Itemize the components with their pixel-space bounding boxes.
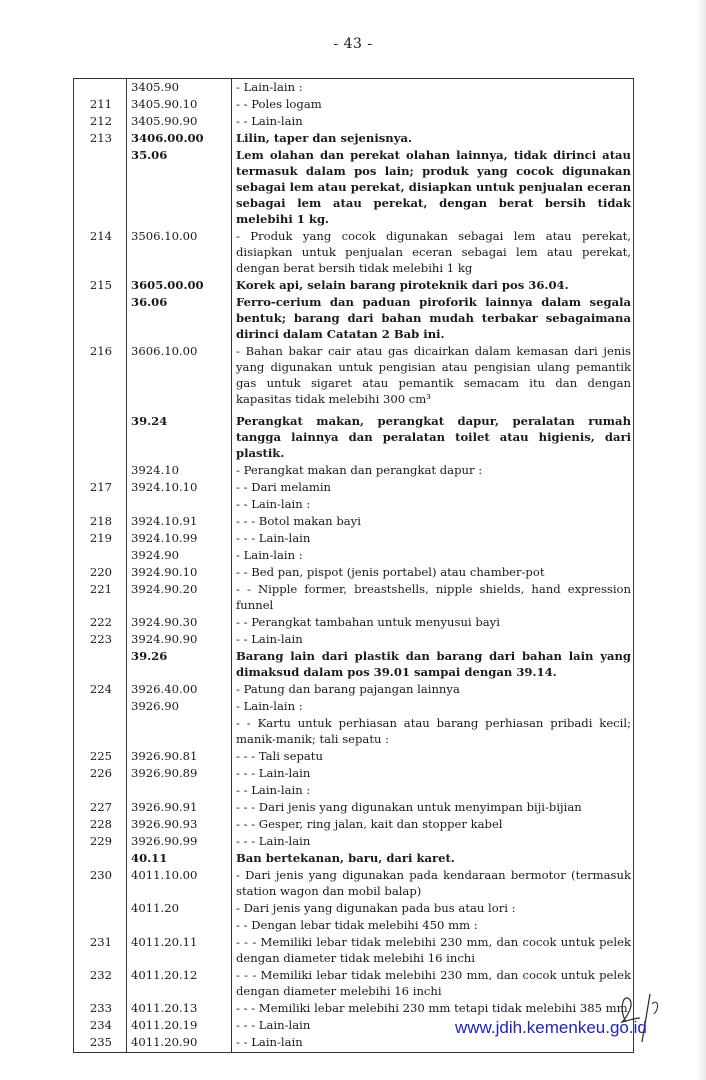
table-row [74,564,634,581]
table-row [74,581,634,614]
description-cell: - - - Lain-lain [232,765,634,782]
row-number-cell [74,147,127,228]
table-row [74,462,634,479]
hs-code-cell: 3924.90.30 [127,614,232,631]
row-number-cell: 235 [74,1034,127,1053]
hs-code-cell: 3924.10.99 [127,530,232,547]
description-cell: - Dari jenis yang digunakan pada kendaraan bermotor (termasuk station wagon dan mobil balap) [232,867,634,900]
row-number-cell: 233 [74,1000,127,1017]
description-cell: - - - Gesper, ring jalan, kait dan stopper kabel [232,816,634,833]
hs-code-cell: 3506.10.00 [127,228,232,277]
hs-code-cell: 3926.90.93 [127,816,232,833]
row-number-cell [74,294,127,343]
row-number-cell: 212 [74,113,127,130]
table-row [74,547,634,564]
table-row [74,79,634,97]
hs-code-cell: 3924.10.91 [127,513,232,530]
table-row [74,967,634,1000]
description-cell: - - - Lain-lain [232,1017,634,1034]
description-cell: Korek api, selain barang piroteknik dari pos 36.04. [232,277,634,294]
row-number-cell: 224 [74,681,127,698]
hs-code-cell: 3405.90.90 [127,113,232,130]
hs-code-cell: 35.06 [127,147,232,228]
table-row [74,1000,634,1017]
hs-code-cell: 3405.90 [127,79,232,97]
hs-code-cell: 3924.10 [127,462,232,479]
description-cell: - - Perangkat tambahan untuk menyusui bayi [232,614,634,631]
row-number-cell: 223 [74,631,127,648]
description-cell: - - Bed pan, pispot (jenis portabel) atau chamber-pot [232,564,634,581]
table-row [74,631,634,648]
description-cell: - - - Botol makan bayi [232,513,634,530]
hs-code-cell: 39.24 [127,408,232,462]
hs-code-cell: 3406.00.00 [127,130,232,147]
description-cell: - Lain-lain : [232,79,634,97]
hs-code-cell: 3926.90.91 [127,799,232,816]
description-cell: - - - Dari jenis yang digunakan untuk menyimpan biji-bijian [232,799,634,816]
row-number-cell: 229 [74,833,127,850]
row-number-cell [74,79,127,97]
description-cell: - - - Tali sepatu [232,748,634,765]
hs-code-cell: 3924.10.10 [127,479,232,496]
hs-code-cell: 3924.90.10 [127,564,232,581]
description-cell: - - Lain-lain [232,113,634,130]
row-number-cell: 213 [74,130,127,147]
table-row [74,648,634,681]
description-cell: - - Dengan lebar tidak melebihi 450 mm : [232,917,634,934]
table-row [74,833,634,850]
row-number-cell: 228 [74,816,127,833]
description-cell: - - Nipple former, breastshells, nipple shields, hand expression funnel [232,581,634,614]
description-cell: - - Lain-lain : [232,496,634,513]
hs-code-cell: 36.06 [127,294,232,343]
row-number-cell [74,917,127,934]
description-cell: - Perangkat makan dan perangkat dapur : [232,462,634,479]
table-row [74,850,634,867]
table-row [74,715,634,748]
row-number-cell [74,900,127,917]
description-cell: - - - Memiliki lebar tidak melebihi 230 mm, dan cocok untuk pelek dengan diameter melebihi 16 inchi [232,967,634,1000]
description-cell: Lilin, taper dan sejenisnya. [232,130,634,147]
table-row [74,228,634,277]
hs-code-cell: 4011.20.12 [127,967,232,1000]
table-row [74,934,634,967]
tariff-table [73,78,634,1053]
row-number-cell: 227 [74,799,127,816]
table-row [74,294,634,343]
hs-code-cell [127,496,232,513]
row-number-cell [74,715,127,748]
row-number-cell [74,698,127,715]
table-row [74,614,634,631]
hs-code-cell: 4011.20.13 [127,1000,232,1017]
description-cell: - - Lain-lain [232,631,634,648]
hs-code-cell: 3926.90 [127,698,232,715]
tariff-table-body [74,79,634,1053]
row-number-cell: 226 [74,765,127,782]
description-cell: Ferro-cerium dan paduan piroforik lainnya dalam segala bentuk; barang dari bahan mudah terbakar sebagaimana dirinci dalam Catatan 2 Bab ini. [232,294,634,343]
table-row [74,765,634,782]
hs-code-cell: 4011.20 [127,900,232,917]
description-cell: Lem olahan dan perekat olahan lainnya, tidak dirinci atau termasuk dalam pos lain; produk yang cocok digunakan sebagai lem atau perekat, disiapkan untuk penjualan eceran sebagai lem atau perekat, dengan berat bersih tidak melebihi 1 kg. [232,147,634,228]
page-number: - 43 - [333,36,373,52]
row-number-cell: 221 [74,581,127,614]
row-number-cell: 216 [74,343,127,408]
table-row [74,130,634,147]
hs-code-cell: 39.26 [127,648,232,681]
table-row [74,799,634,816]
table-row [74,96,634,113]
row-number-cell [74,782,127,799]
table-row [74,917,634,934]
description-cell: - Bahan bakar cair atau gas dicairkan dalam kemasan dari jenis yang digunakan untuk pengisian atau pengisian ulang pemantik gas untuk sigaret atau pemantik semacam itu dan dengan kapasitas tidak melebihi 300 cm³ [232,343,634,408]
footer-website-link[interactable]: www.jdih.kemenkeu.go.id [455,1018,647,1037]
hs-code-cell: 4011.20.90 [127,1034,232,1053]
row-number-cell: 219 [74,530,127,547]
hs-code-cell [127,782,232,799]
row-number-cell: 231 [74,934,127,967]
hs-code-cell: 40.11 [127,850,232,867]
row-number-cell: 215 [74,277,127,294]
description-cell: - Dari jenis yang digunakan pada bus atau lori : [232,900,634,917]
row-number-cell: 234 [74,1017,127,1034]
description-cell: - Lain-lain : [232,547,634,564]
row-number-cell: 230 [74,867,127,900]
description-cell: - - Lain-lain : [232,782,634,799]
table-row [74,408,634,462]
table-row [74,343,634,408]
description-cell: - - Dari melamin [232,479,634,496]
hs-code-cell: 3926.90.81 [127,748,232,765]
table-row [74,479,634,496]
hs-code-cell: 3405.90.10 [127,96,232,113]
table-row [74,496,634,513]
table-row [74,816,634,833]
row-number-cell: 218 [74,513,127,530]
row-number-cell: 211 [74,96,127,113]
hs-code-cell: 3926.40.00 [127,681,232,698]
description-cell: - - - Memiliki lebar tidak melebihi 230 mm, dan cocok untuk pelek dengan diameter tidak melebihi 16 inchi [232,934,634,967]
hs-code-cell: 3926.90.89 [127,765,232,782]
hs-code-cell: 4011.20.11 [127,934,232,967]
description-cell: Perangkat makan, perangkat dapur, peralatan rumah tangga lainnya dan peralatan toilet atau higienis, dari plastik. [232,408,634,462]
table-row [74,113,634,130]
description-cell: - Patung dan barang pajangan lainnya [232,681,634,698]
table-row [74,530,634,547]
table-row [74,867,634,900]
row-number-cell: 232 [74,967,127,1000]
hs-code-cell: 3606.10.00 [127,343,232,408]
table-row [74,900,634,917]
row-number-cell: 225 [74,748,127,765]
description-cell: - - Poles logam [232,96,634,113]
hs-code-cell: 3924.90.90 [127,631,232,648]
description-cell: Ban bertekanan, baru, dari karet. [232,850,634,867]
table-row [74,698,634,715]
row-number-cell: 217 [74,479,127,496]
description-cell: - - Lain-lain [232,1034,634,1053]
hs-code-cell: 3924.90.20 [127,581,232,614]
table-row [74,748,634,765]
row-number-cell [74,547,127,564]
hs-code-cell: 3926.90.99 [127,833,232,850]
description-cell: - - Kartu untuk perhiasan atau barang perhiasan pribadi kecil; manik-manik; tali sepatu : [232,715,634,748]
table-row [74,782,634,799]
hs-code-cell: 3605.00.00 [127,277,232,294]
table-row [74,681,634,698]
hs-code-cell: 3924.90 [127,547,232,564]
table-row [74,147,634,228]
description-cell: Barang lain dari plastik dan barang dari bahan lain yang dimaksud dalam pos 39.01 sampai dengan 39.14. [232,648,634,681]
row-number-cell: 214 [74,228,127,277]
description-cell: - Produk yang cocok digunakan sebagai lem atau perekat, disiapkan untuk penjualan eceran sebagai lem atau perekat, dengan berat bersih tidak melebihi 1 kg [232,228,634,277]
table-row [74,513,634,530]
row-number-cell [74,648,127,681]
page-edge-shadow [696,0,706,1080]
row-number-cell [74,408,127,462]
hs-code-cell [127,917,232,934]
description-cell: - - - Memiliki lebar melebihi 230 mm tetapi tidak melebihi 385 mm [232,1000,634,1017]
table-row [74,277,634,294]
row-number-cell [74,850,127,867]
row-number-cell: 220 [74,564,127,581]
hs-code-cell: 4011.20.19 [127,1017,232,1034]
hs-code-cell [127,715,232,748]
description-cell: - Lain-lain : [232,698,634,715]
row-number-cell [74,462,127,479]
row-number-cell: 222 [74,614,127,631]
description-cell: - - - Lain-lain [232,530,634,547]
description-cell: - - - Lain-lain [232,833,634,850]
row-number-cell [74,496,127,513]
hs-code-cell: 4011.10.00 [127,867,232,900]
